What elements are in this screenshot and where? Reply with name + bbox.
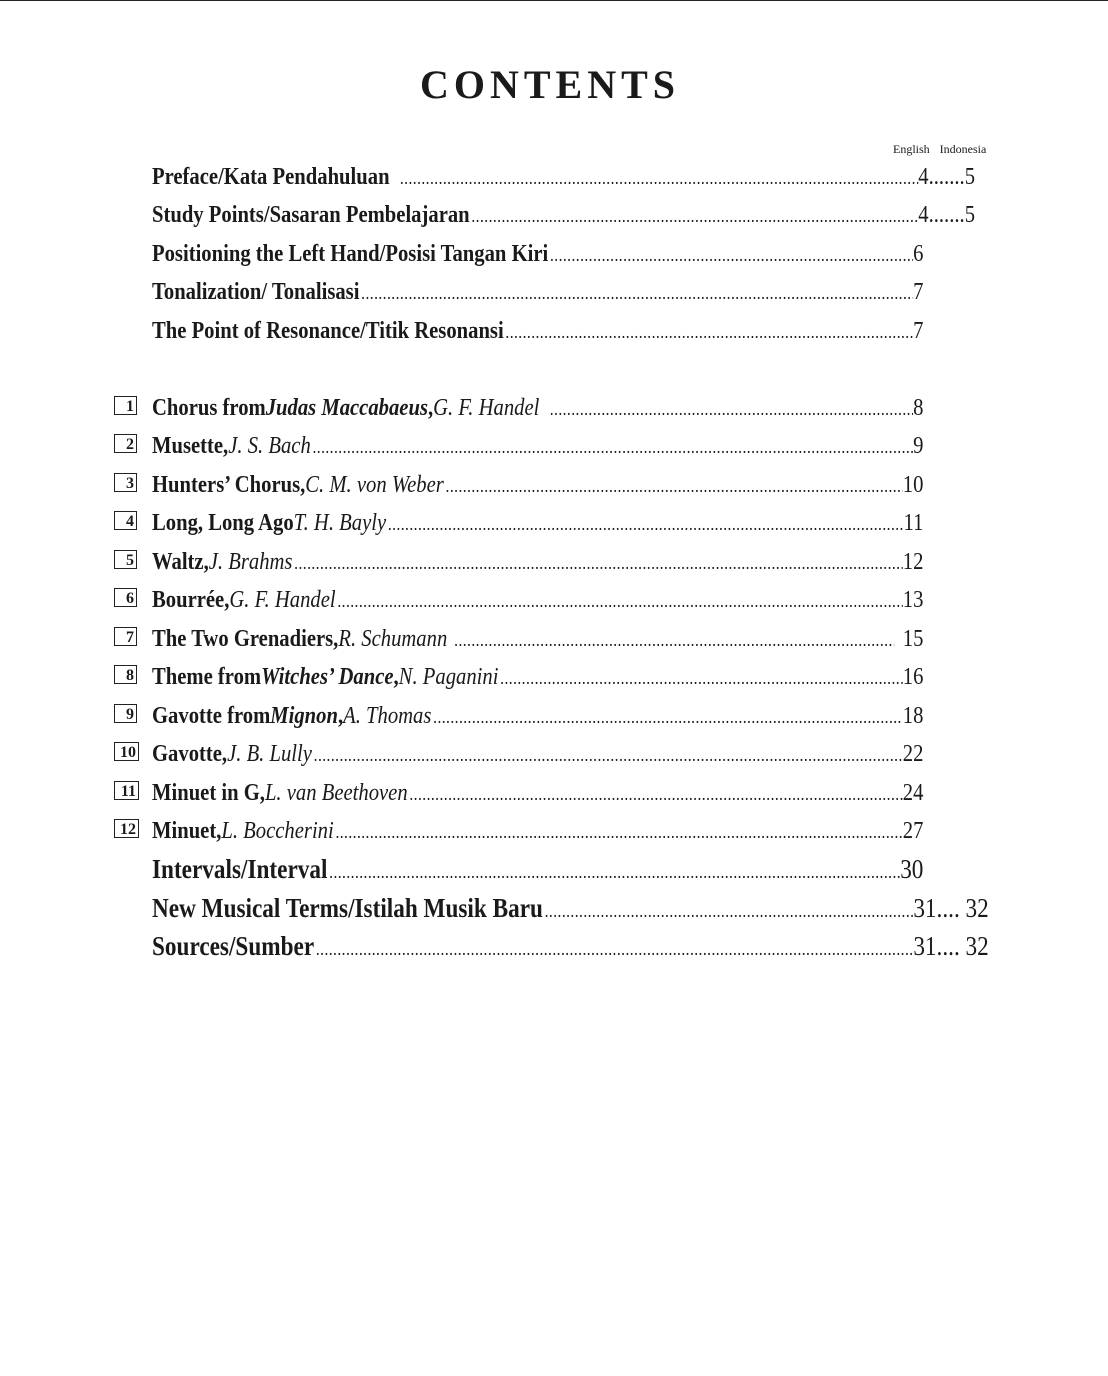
leader-dots <box>314 740 903 770</box>
composer: G. F. Handel <box>229 587 336 613</box>
toc-piece-7[interactable] <box>0 624 1108 654</box>
leader-dots <box>545 896 914 926</box>
composer: J. S. Bach <box>228 433 311 459</box>
entry-title: Tonalization/ Tonalisasi <box>152 279 360 305</box>
piece-title: Hunters’ Chorus, <box>152 472 306 498</box>
leader-dots <box>335 817 902 847</box>
toc-piece-2[interactable] <box>0 431 1108 461</box>
leader-dots <box>471 201 918 231</box>
page-number: 16 <box>902 664 924 690</box>
page-number: 12 <box>902 549 924 575</box>
leader-dots <box>454 625 894 655</box>
composer: G. F. Handel <box>433 395 540 421</box>
piece-number-box: 11 <box>114 781 139 800</box>
leader-dots <box>361 278 913 308</box>
piece-title: Waltz, <box>152 549 209 575</box>
title-comma: , <box>337 703 344 729</box>
piece-number-box: 1 <box>114 396 137 415</box>
entry-title: Positioning the Left Hand/Posisi Tangan Kiri <box>152 241 549 267</box>
leader-dots <box>400 163 918 193</box>
leader-dots <box>337 586 902 616</box>
composer: J. Brahms <box>208 549 293 575</box>
page-number: 9 <box>913 433 924 459</box>
piece-number-box: 6 <box>114 588 137 607</box>
toc-piece-9[interactable] <box>0 701 1108 731</box>
piece-number-box: 5 <box>114 550 137 569</box>
piece-title: Bourrée, <box>152 587 230 613</box>
toc-piece-12[interactable] <box>0 816 1108 846</box>
toc-piece-4[interactable] <box>0 508 1108 538</box>
piece-title: Gavotte, <box>152 741 228 767</box>
composer: L. van Beethoven <box>264 780 408 806</box>
toc-entry-sources[interactable] <box>0 931 1108 961</box>
toc-entry-study-points[interactable] <box>0 200 1108 230</box>
toc-piece-1[interactable] <box>0 393 1108 423</box>
page-number: 10 <box>902 472 924 498</box>
piece-number-box: 3 <box>114 473 137 492</box>
piece-number-box: 10 <box>114 742 139 761</box>
entry-title: New Musical Terms/Istilah Musik Baru <box>152 893 543 923</box>
leader-dots <box>294 548 903 578</box>
language-column-header <box>893 142 986 156</box>
piece-title: Gavotte from <box>152 703 271 729</box>
composer: C. M. von Weber <box>305 472 444 498</box>
piece-title: Musette, <box>152 433 229 459</box>
english-column-label: English <box>893 142 930 156</box>
piece-number-box: 9 <box>114 704 137 723</box>
toc-piece-11[interactable] <box>0 778 1108 808</box>
leader-dots <box>505 317 913 347</box>
toc-piece-3[interactable] <box>0 470 1108 500</box>
leader-dots <box>550 394 913 424</box>
entry-title: The Point of Resonance/Titik Resonansi <box>152 318 504 344</box>
page-number: 27 <box>902 818 924 844</box>
work-title: Mignon <box>270 703 338 729</box>
toc-piece-10[interactable] <box>0 739 1108 769</box>
piece-number-box: 2 <box>114 434 137 453</box>
page-number: 6 <box>913 241 924 267</box>
indonesia-column-label: Indonesia <box>939 142 987 156</box>
toc-entry-intervals[interactable] <box>0 854 1108 884</box>
piece-number-box: 4 <box>114 511 137 530</box>
piece-number-box: 7 <box>114 627 137 646</box>
leader-dots <box>329 857 900 887</box>
leader-dots <box>312 432 913 462</box>
leader-dots <box>550 240 913 270</box>
composer: R. Schumann <box>338 626 448 652</box>
leader-dots <box>409 779 902 809</box>
composer: T. H. Bayly <box>293 510 387 536</box>
entry-title: Intervals/Interval <box>152 854 328 884</box>
leader-dots <box>433 702 903 732</box>
page-number: 31.... 32 <box>913 893 989 923</box>
toc-entry-new-musical-terms[interactable] <box>0 893 1108 923</box>
top-rule <box>0 0 1108 1</box>
piece-title: Chorus from <box>152 395 266 421</box>
page-number: 13 <box>902 587 924 613</box>
page-number: 4.......5 <box>918 164 976 190</box>
entry-title: Preface/Kata Pendahuluan <box>152 164 390 190</box>
composer: N. Paganini <box>398 664 499 690</box>
piece-title: Minuet, <box>152 818 222 844</box>
toc-piece-5[interactable] <box>0 547 1108 577</box>
piece-title: Minuet in G, <box>152 780 265 806</box>
page-number: 11 <box>903 510 924 536</box>
page-number: 8 <box>913 395 924 421</box>
piece-number-box: 8 <box>114 665 137 684</box>
work-title: Witches’ Dance <box>261 664 394 690</box>
page-number: 24 <box>902 780 924 806</box>
toc-piece-8[interactable] <box>0 662 1108 692</box>
page-number: 30 <box>900 854 924 884</box>
page-number: 4.......5 <box>918 202 976 228</box>
title-comma: , <box>393 664 399 690</box>
title-comma: , <box>427 395 434 421</box>
work-title: Judas Maccabaeus <box>265 395 428 421</box>
piece-number-box: 12 <box>114 819 139 838</box>
entry-title: Sources/Sumber <box>152 931 315 961</box>
piece-title: Long, Long Ago <box>152 510 294 536</box>
page-number: 15 <box>902 626 924 652</box>
leader-dots <box>316 934 913 964</box>
entry-title: Study Points/Sasaran Pembelajaran <box>152 202 470 228</box>
page-number: 7 <box>913 318 924 344</box>
page-number: 22 <box>902 741 924 767</box>
toc-entry-positioning-left-hand[interactable] <box>0 239 1108 269</box>
leader-dots <box>388 509 904 539</box>
leader-dots <box>500 663 903 693</box>
page-number: 31.... 32 <box>913 931 989 961</box>
composer: L. Boccherini <box>221 818 334 844</box>
piece-title: The Two Grenadiers, <box>152 626 339 652</box>
toc-entry-point-of-resonance[interactable] <box>0 316 1108 346</box>
page-title: CONTENTS <box>419 62 681 107</box>
toc-piece-6[interactable] <box>0 585 1108 615</box>
page-number: 18 <box>902 703 924 729</box>
toc-entry-preface[interactable] <box>0 162 1108 192</box>
toc-entry-tonalization[interactable] <box>0 277 1108 307</box>
composer: A. Thomas <box>343 703 432 729</box>
piece-title: Theme from <box>152 664 262 690</box>
leader-dots <box>446 471 903 501</box>
composer: J. B. Lully <box>227 741 312 767</box>
page-number: 7 <box>913 279 924 305</box>
